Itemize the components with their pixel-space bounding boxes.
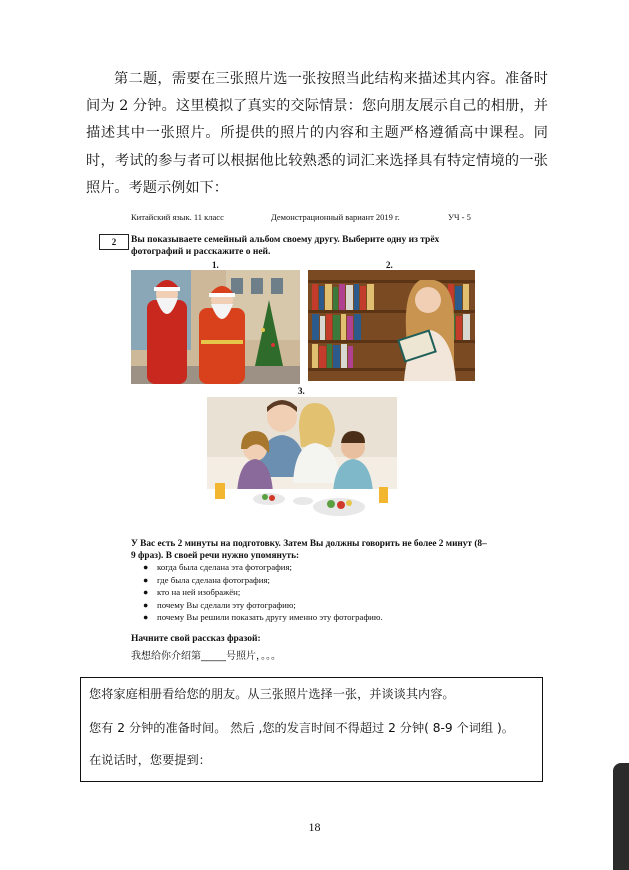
list-item: ● когда была сделана эта фотография; <box>143 562 292 572</box>
bullet-icon: ● <box>143 599 149 610</box>
intro-paragraph: 第二题，需要在三张照片选一张按照当此结构来描述其内容。准备时间为 2 分钟。这里模拟了真实的交际情景：您向朋友展示自己的相册，并描述其中一张照片。所提供的照片的内容和主题严格遵循高中课程。同时，考试的参与者可以根据他比较熟悉的词汇来选择具有特定情境的一张照片。考题示例如下： <box>86 71 548 196</box>
bullet-icon: ● <box>143 574 149 585</box>
page-number: 18 <box>308 820 321 834</box>
santa-photo <box>131 270 300 384</box>
exam-code: УЧ - 5 <box>448 212 471 222</box>
bullet-icon: ● <box>143 562 149 572</box>
list-item: ● почему Вы решили показать другу именно эту фотографию. <box>143 612 383 623</box>
bullet-icon: ● <box>143 612 149 623</box>
scroll-handle[interactable] <box>613 763 629 870</box>
task-text: Вы показываете семейный альбом своему другу. Выберите одну из трёх фотографий и расскажите о ней. <box>131 235 440 257</box>
task-number: 2 <box>99 234 129 250</box>
list-item: ● где была сделана фотография; <box>143 574 270 585</box>
task-instructions: У Вас есть 2 минуты на подготовку. Затем Вы должны говорить не более 2 минут (8–9 фраз). В своей речи нужно упомянуть: <box>131 539 487 561</box>
photo-1-label: 1. <box>212 260 219 270</box>
exam-variant: Демонстрационный вариант 2019 г. <box>271 212 400 222</box>
bullet-list <box>143 561 383 624</box>
translation-box <box>80 677 543 782</box>
translation-line-3: 在说话时，您要提到： <box>89 753 211 767</box>
list-item: ● кто на ней изображён; <box>143 587 241 598</box>
start-label: Начните свой рассказ фразой: <box>131 634 261 644</box>
photo-3-label: 3. <box>298 386 305 396</box>
family-meal-photo <box>207 397 397 523</box>
exam-subject: Китайский язык. 11 класс <box>131 212 224 222</box>
list-item: ● почему Вы сделали эту фотографию; <box>143 599 296 610</box>
translation-line-2: 您有 2 分钟的准备时间。 然后 ,您的发言时间不得超过 2 分钟( 8-9 个词组 )。 <box>89 721 514 735</box>
library-reading-photo <box>308 270 475 381</box>
translation-line-1: 您将家庭相册看给您的朋友。从三张照片选择一张，并谈谈其内容。 <box>89 687 455 701</box>
photo-2-label: 2. <box>386 260 393 270</box>
bullet-icon: ● <box>143 587 149 598</box>
start-phrase: 我想给你介绍第_____号照片，。。。 <box>131 651 281 662</box>
